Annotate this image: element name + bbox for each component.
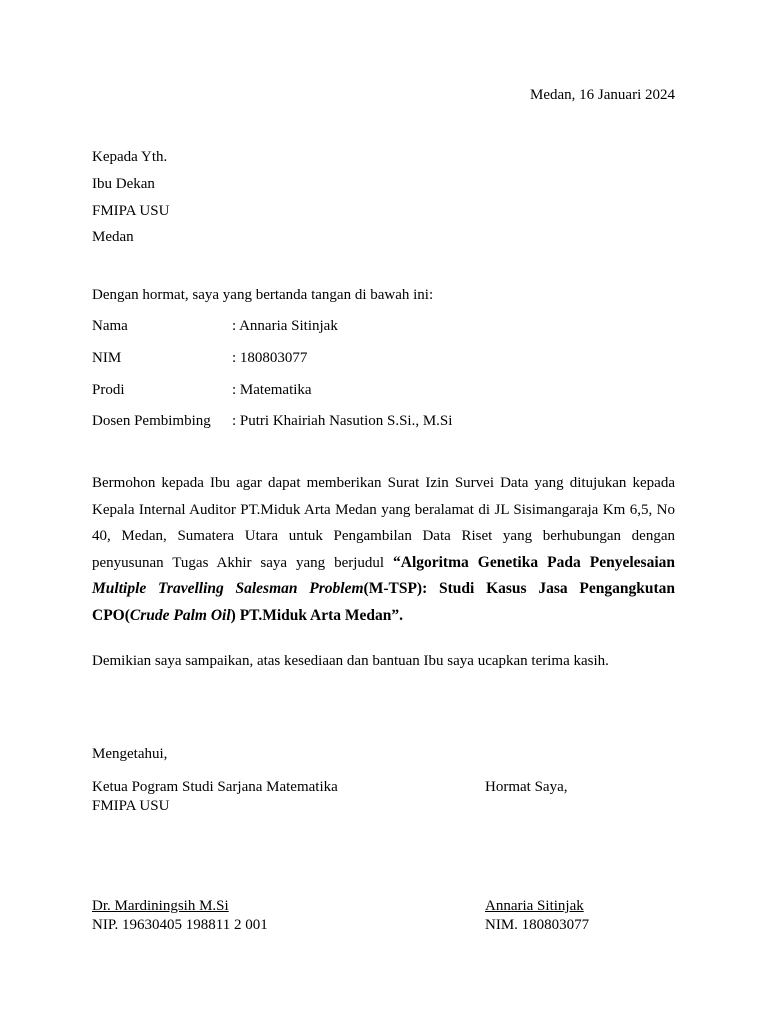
identity-label-supervisor: Dosen Pembimbing bbox=[92, 413, 211, 429]
recipient-line-3: FMIPA USU bbox=[92, 203, 170, 219]
right-signatory-id: NIM. 180803077 bbox=[485, 917, 590, 933]
right-signatory-title: Hormat Saya, bbox=[485, 779, 568, 795]
request-paragraph bbox=[92, 470, 675, 629]
thesis-title-italic-2: Crude Palm Oil bbox=[129, 606, 231, 624]
left-signatory-name: Dr. Mardiningsih M.Si bbox=[92, 898, 229, 914]
thesis-title-part-2: (M-TSP): Studi Kasus Jasa Pengangkutan CPO( bbox=[92, 580, 675, 624]
thesis-title-part-3: ) PT.Miduk Arta Medan”. bbox=[230, 606, 404, 624]
letter-date: Medan, 16 Januari 2024 bbox=[530, 87, 675, 103]
thesis-title-italic-1: Multiple Travelling Salesman Problem bbox=[92, 580, 364, 597]
identity-value-nim: : 180803077 bbox=[232, 350, 308, 366]
identity-value-name: : Annaria Sitinjak bbox=[232, 318, 338, 334]
left-signatory-title: Ketua Pogram Studi Sarjana Matematika bbox=[92, 779, 338, 795]
right-signatory-name: Annaria Sitinjak bbox=[485, 898, 584, 914]
recipient-line-4: Medan bbox=[92, 229, 134, 245]
recipient-line-2: Ibu Dekan bbox=[92, 176, 155, 192]
identity-value-supervisor: : Putri Khairiah Nasution S.Si., M.Si bbox=[232, 413, 453, 429]
identity-label-name: Nama bbox=[92, 318, 128, 334]
left-signatory-institution: FMIPA USU bbox=[92, 798, 170, 814]
acknowledged-label: Mengetahui, bbox=[92, 746, 168, 762]
thesis-title-part-1: “Algoritma Genetika Pada Penyelesaian bbox=[393, 553, 675, 571]
recipient-line-1: Kepada Yth. bbox=[92, 149, 168, 165]
identity-label-prodi: Prodi bbox=[92, 382, 125, 398]
left-signatory-id: NIP. 19630405 198811 2 001 bbox=[92, 917, 268, 933]
identity-value-prodi: : Matematika bbox=[232, 382, 312, 398]
identity-label-nim: NIM bbox=[92, 350, 122, 366]
closing-sentence: Demikian saya sampaikan, atas kesediaan dan bantuan Ibu saya ucapkan terima kasih. bbox=[92, 653, 609, 669]
request-intro: Bermohon kepada Ibu agar dapat memberikan Surat Izin Survei Data yang ditujukan kepada Kepala Internal Auditor PT.Miduk Arta Medan yang beralamat di JL Sisimangaraja Km 6,5, No 40, Medan, Sumatera Utara untuk Pengambilan Data Riset yang berhubungan dengan penyusunan Tugas Akhir saya yang berjudul bbox=[92, 475, 675, 571]
greeting: Dengan hormat, saya yang bertanda tangan di bawah ini: bbox=[92, 287, 434, 303]
